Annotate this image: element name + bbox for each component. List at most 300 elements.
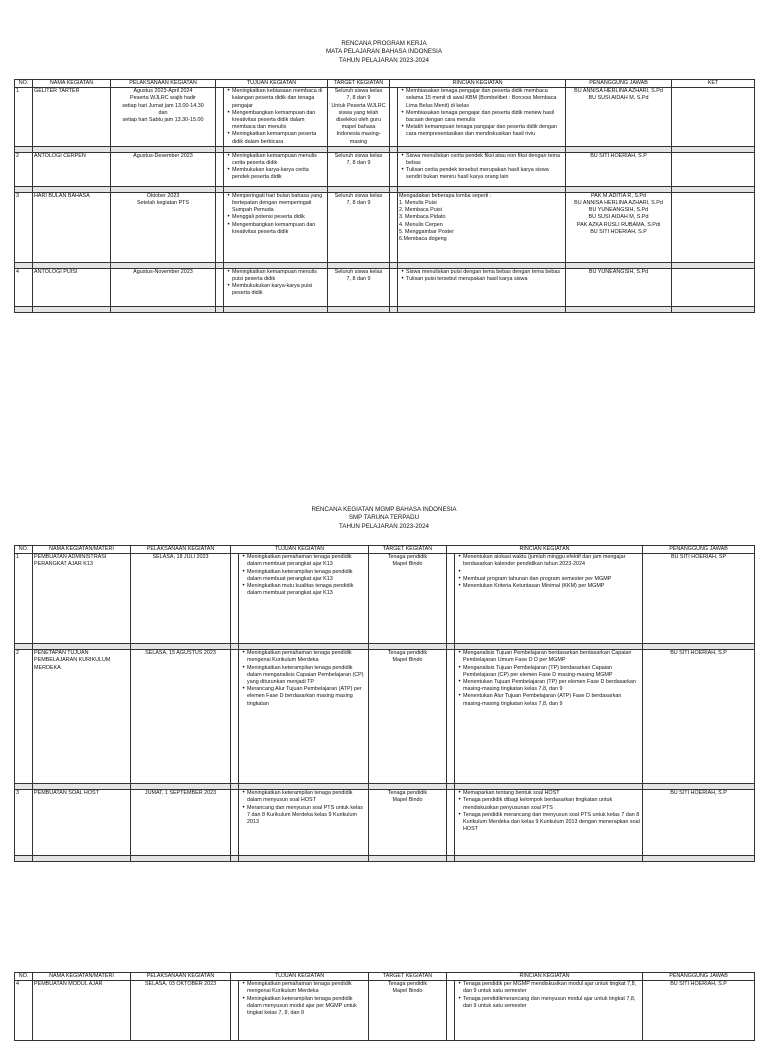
bullet-column: [447, 554, 455, 644]
ket-cell: [672, 268, 755, 306]
bullet-dot-icon: •: [458, 995, 461, 1002]
cell-line: BU ANNISA HERLINA AZHARI, S.Pd: [574, 88, 663, 95]
bullet-item: [225, 167, 326, 181]
bullet-item: [240, 569, 367, 583]
table-header-row: [15, 546, 755, 554]
cell: SELASA, 18 JULI 2023: [131, 554, 231, 644]
bullet-text: Membiasakan tenaga pengajar dan peserta didik membaca selama 15 menit di awal KBM (Bombelibet : Borcess Membaca Lima Belas Menit) di kelas: [406, 88, 557, 109]
cell-line: Untuk Peserta WJLRC: [331, 102, 386, 109]
bullet-item: [399, 153, 564, 167]
bullet-list: [455, 554, 643, 644]
spacer-cell: [328, 306, 390, 312]
col-header: PELAKSANAAN KEGIATAN: [111, 80, 216, 88]
cell: [398, 192, 566, 262]
bullet-text: Meningkatkan pemahaman tenaga pendidik mengenai Kurikulum Merdeka: [247, 981, 352, 995]
col-header: TUJUAN KEGIATAN: [216, 80, 328, 88]
bullet-item: [240, 665, 367, 687]
bullet-item: [225, 193, 326, 215]
cell-line: 2. Membaca Puisi: [399, 207, 442, 214]
bullet-dot-icon: •: [242, 583, 245, 590]
bullet-text: Menggali potensi peserta didik: [232, 214, 305, 221]
bullet-text: Menentukan alokasi waktu (jumlah minggu efektif dan jam mengajar berdasarkan kalender pendidikan tahun 2023-2024: [463, 554, 626, 568]
table-row: [15, 268, 755, 306]
cell-line: Tenaga pendidik: [387, 790, 428, 797]
cell-line: PAK M.ADITIA R, S.Pd: [590, 192, 647, 199]
col-header: NAMA KEGIATAN: [33, 80, 111, 88]
doc1-title: [0, 40, 768, 65]
bullet-dot-icon: •: [227, 221, 230, 228]
cell-line: setiap hari Sabtu jam 13.30-15.00: [122, 117, 204, 124]
spacer-cell: [15, 306, 33, 312]
cell: BU SITI HOERIAH, SP: [643, 554, 755, 644]
table-row: [15, 650, 755, 784]
cell-line: BU SUSI AIDAH M, S.Pd: [588, 214, 649, 221]
bullet-text: Memperingati hari bulan bahasa yang bertepatan dengan memperingati Sumpah Pemuda: [232, 192, 323, 214]
bullet-column: [447, 981, 455, 1041]
bullet-item: [399, 167, 564, 181]
bullet-text: Meningkatkan kemampuan menulis puisi peserta didik: [232, 268, 317, 283]
cell-line: dan: [158, 109, 168, 116]
spacer-cell: [369, 856, 447, 862]
bullet-item: [456, 679, 641, 693]
cell: BU SITI HOERIAH, S.P: [643, 650, 755, 784]
cell: ANTOLOGI CERPEN: [33, 152, 111, 186]
bullet-list: [239, 650, 369, 784]
cell: 3: [15, 192, 33, 262]
bullet-dot-icon: •: [227, 192, 230, 199]
bullet-list: [398, 268, 566, 306]
bullet-item: [399, 269, 564, 276]
bullet-item: [225, 110, 326, 132]
doc1-title-line: RENCANA PROGRAM KERJA: [341, 40, 427, 47]
doc1-title-line: TAHUN PELAJARAN 2023-2024: [339, 56, 429, 64]
bullet-text: Mengembangkan kemampuan dan kreativitas peserta didik: [232, 221, 316, 235]
bullet-dot-icon: •: [242, 981, 245, 988]
cell: SELASA, 15 AGUSTUS 2023: [131, 650, 231, 784]
cell: 2: [15, 152, 33, 186]
bullet-text: Menganalisis Tujuan Pembelajaran berdasarkan berdasarkan Capaian Pembelajaran Umum Fase D D per MGMP: [463, 650, 632, 664]
col-header: PENANGGUNG JAWAB: [643, 973, 755, 981]
cell-line: PEMBUATAN SOAL HOST: [34, 790, 99, 797]
cell: [111, 192, 216, 262]
spacer-cell: [566, 306, 672, 312]
table-row: [15, 981, 755, 1041]
bullet-item: [456, 996, 641, 1010]
bullet-list: [224, 88, 328, 147]
col-header: PELAKSANAAN KEGIATAN: [131, 546, 231, 554]
cell-line: BU ANNISA HERLINA AZHARI, S.Pd: [574, 200, 663, 207]
col-header: TUJUAN KEGIATAN: [231, 973, 369, 981]
spacer-cell: [224, 306, 328, 312]
col-header: NAMA KEGIATAN/MATERI: [33, 546, 131, 554]
bullet-dot-icon: •: [401, 268, 404, 275]
bullet-text: Menentukan Kriteria Ketuntasan Minimal (KKM) per MGMP: [463, 583, 605, 590]
bullet-item: [456, 665, 641, 679]
cell: [369, 554, 447, 644]
bullet-dot-icon: •: [458, 679, 461, 686]
cell-line: BU SITI HOERIAH, S.P: [590, 228, 647, 235]
cell: 4: [15, 268, 33, 306]
bullet-dot-icon: •: [401, 276, 404, 283]
bullet-text: Tenaga pendidik per MGMP mendiskusikan modul ajar untuk tingkat 7,8, dan 9 untuk satu semester: [463, 981, 637, 995]
bullet-text: Meningkatkan keterampilan tenaga pendidik dalam menganalisis Capaian Pembelajaran (CP) yang diturunkan menjadi TP: [247, 664, 364, 686]
bullet-item: [456, 576, 641, 583]
cell: PEMBUATAN MODUL AJAR: [33, 981, 131, 1041]
cell-line: PAK AZKA RUSLI RUBAMA, S.Pdi: [576, 221, 661, 228]
col-header: PENANGGUNG JAWAB: [566, 80, 672, 88]
bullet-list: [224, 192, 328, 262]
cell: SELASA, 03 OKTOBER 2023: [131, 981, 231, 1041]
cell: HARI BULAN BAHASA: [33, 192, 111, 262]
table-row: [15, 192, 755, 262]
bullet-dot-icon: •: [458, 583, 461, 590]
bullet-item: [240, 554, 367, 568]
bullet-dot-icon: •: [458, 568, 461, 575]
cell: [369, 650, 447, 784]
cell-line: diseleksi oleh guru: [336, 117, 381, 124]
bullet-item: [456, 569, 641, 576]
cell-line: Seluruh siswa kelas: [334, 152, 383, 159]
cell-line: Oktober 2023: [146, 192, 180, 199]
spacer-cell: [390, 306, 398, 312]
bullet-text: Merancang dan menyusun soal PTS untuk kelas 7 dan 8 Kurikulum Merdeka kelas 9 Kurikulum 2013: [247, 804, 363, 826]
cell-line: masing: [349, 138, 368, 145]
doc2-body: [15, 554, 755, 862]
bullet-item: [225, 131, 326, 145]
bullet-dot-icon: •: [401, 88, 404, 95]
ket-cell: [672, 88, 755, 147]
cell-line: 4. Menulis Cerpen: [399, 221, 443, 228]
bullet-text: Meningkatkan keterampilan tenaga pendidik dalam menyusun soal HOST: [247, 790, 353, 804]
bullet-dot-icon: •: [458, 554, 461, 561]
cell-line: Mapel Bindo: [392, 657, 423, 664]
bullet-text: Memaparkan tentang bentuk soal HOST: [463, 790, 560, 797]
cell-line: 3. Membaca Pidato: [399, 214, 446, 221]
bullet-text: Tulisan cerita pendek tersebut merupakan hasil karya siswa sendiri bukan meniru hasil karya orang lain: [406, 167, 549, 181]
cell: [369, 981, 447, 1041]
bullet-text: Meningkatkan kemampuan menulis cerita peserta didik: [232, 152, 317, 167]
bullet-text: Merancang Alur Tujuan Pembelajaran (ATP) per elemen Fase D berdasarkan masing masing tingkatan: [247, 686, 362, 707]
cell: [111, 152, 216, 186]
bullet-item: [225, 214, 326, 221]
spacer-cell: [398, 306, 566, 312]
bullet-list: [239, 981, 369, 1041]
cell-line: Tenaga pendidik: [387, 554, 428, 561]
cell: 1: [15, 554, 33, 644]
ket-cell: [672, 192, 755, 262]
bullet-item: [399, 110, 564, 124]
cell-line: Tenaga pendidik: [387, 650, 428, 657]
bullet-column: [390, 88, 398, 147]
cell-line: 7, 8 dan 9: [346, 160, 371, 167]
bullet-list: [239, 554, 369, 644]
col-header: RINCIAN KEGIATAN: [447, 973, 643, 981]
bullet-column: [231, 650, 239, 784]
cell-line: 5. Menggambar Poster: [399, 228, 454, 235]
cell-line: Mengadakan beberapa lomba seperti :: [399, 192, 492, 199]
spacer-cell: [111, 306, 216, 312]
doc2-title: [0, 506, 768, 531]
bullet-item: [456, 693, 641, 707]
col-header: TUJUAN KEGIATAN: [231, 546, 369, 554]
bullet-column: [447, 650, 455, 784]
spacer-cell: [131, 856, 231, 862]
doc1-title-line: MATA PELAJARAN BAHASA INDONESIA: [326, 48, 442, 56]
bullet-column: [390, 152, 398, 186]
bullet-column: [216, 152, 224, 186]
bullet-dot-icon: •: [458, 664, 461, 671]
bullet-text: Tenaga pendidik dibagi kelompok berdasarkan tingkatan untuk mendiskusikan penyusunan soal PTS: [463, 797, 613, 811]
col-header: TARGET KEGIATAN: [369, 546, 447, 554]
bullet-text: Meningkatkan keterampilan tenaga pendidik dalam membuat perangkat ajar K13: [247, 568, 353, 582]
bullet-text: Melatih kemampuan tenaga pangajar dan peserta didik dengan cara mempresentasikan dan mendiskusikan hasil riviu: [406, 124, 558, 138]
col-header: NO.: [15, 546, 33, 554]
col-header: TARGET KEGIATAN: [328, 80, 390, 88]
bullet-dot-icon: •: [227, 152, 230, 159]
bullet-item: [240, 981, 367, 995]
bullet-list: [224, 152, 328, 186]
bullet-list: [224, 268, 328, 306]
cell-line: BU SUSI AIDAH M, S.Pd: [588, 95, 649, 102]
cell-line: Agustus-November 2023: [133, 268, 193, 275]
spacer-cell: [33, 306, 111, 312]
bullet-item: [456, 650, 641, 664]
col-header: NO.: [15, 973, 33, 981]
spacer-cell: [455, 856, 643, 862]
doc1-body: [15, 88, 755, 313]
bullet-text: Meningkatkan pemahaman tenaga pendidik dalam membuat perangkat ajar K13: [247, 554, 352, 568]
col-header: PENANGGUNG JAWAB: [643, 546, 755, 554]
cell-line: BU YUNEANGSIH, S.Pd: [588, 207, 649, 214]
col-header: PELAKSANAAN KEGIATAN: [131, 973, 231, 981]
col-header: RINCIAN KEGIATAN: [390, 80, 566, 88]
bullet-item: [399, 124, 564, 138]
bullet-text: Membiasakan tenaga pengajar dan peserta didik meriew hasil bacaan dengan cara menulis: [406, 109, 555, 124]
bullet-text: Membuat program tahunan dan program semester per MGMP: [463, 575, 612, 582]
bullet-item: [240, 996, 367, 1018]
table-row: [15, 554, 755, 644]
bullet-column: [447, 790, 455, 856]
bullet-item: [240, 790, 367, 804]
bullet-dot-icon: •: [227, 214, 230, 221]
spacer-cell: [231, 856, 239, 862]
cell-line: Agustus 2023-April 2024: [133, 88, 193, 95]
cell: GELITER TARTER: [33, 88, 111, 147]
bullet-text: Tulisan puisi tersebut merupakan hasil karya siswa: [406, 276, 528, 283]
cell: [111, 88, 216, 147]
bullet-list: [398, 152, 566, 186]
bullet-dot-icon: •: [227, 268, 230, 275]
bullet-item: [456, 583, 641, 590]
bullet-item: [225, 88, 326, 110]
bullet-text: Menentukan Tujuan Pembelajaran (TP) per elemen Fase D berdasarkan masing-masing tingkatan kelas 7,8, dan 9: [463, 679, 636, 693]
bullet-dot-icon: •: [242, 790, 245, 797]
table-header-row: [15, 80, 755, 88]
bullet-text: Meningkatkan kemampuan peserta didik dalam berbicara: [232, 131, 317, 145]
cell-line: BU YUNEANGSIH, S.Pd: [588, 268, 649, 275]
table-row: [15, 152, 755, 186]
spacer-cell: [15, 856, 33, 862]
cell-line: BU SITI HOERIAH, S.P: [590, 152, 647, 159]
bullet-dot-icon: •: [458, 693, 461, 700]
cell: [369, 790, 447, 856]
bullet-item: [240, 805, 367, 827]
bullet-list: [455, 650, 643, 784]
bullet-column: [231, 554, 239, 644]
spacer-row: [15, 306, 755, 312]
bullet-text: Membukukan karya-karya cerita pendek peserta didik: [232, 167, 309, 181]
cell-line: MERDEKA: [34, 664, 61, 671]
bullet-list: [455, 981, 643, 1041]
cell-line: Agustus-Desember 2023: [133, 152, 193, 159]
cell: [33, 554, 131, 644]
bullet-dot-icon: •: [401, 152, 404, 159]
bullet-item: [456, 790, 641, 797]
bullet-dot-icon: •: [242, 804, 245, 811]
spacer-cell: [447, 856, 455, 862]
cell: [566, 152, 672, 186]
bullet-text: Menganalisis Tujuan Pembelajaran (TP) berdasarkan Capaian Pembelajaran (CP) per elemen Fase D masing-masing MGMP: [463, 664, 613, 678]
bullet-item: [225, 269, 326, 283]
cell-line: 7, 8 dan 9: [346, 95, 371, 102]
cell-line: siswa yang telah: [338, 109, 379, 116]
col-header: TARGET KEGIATAN: [369, 973, 447, 981]
cell: 4: [15, 981, 33, 1041]
cell: BU SITI HOERIAH, S.P: [643, 981, 755, 1041]
cell: [328, 192, 390, 262]
bullet-column: [231, 790, 239, 856]
cell-line: mapel bahasa: [341, 124, 376, 131]
bullet-item: [240, 650, 367, 664]
bullet-list: [239, 790, 369, 856]
cell: [33, 790, 131, 856]
bullet-list: [455, 790, 643, 856]
bullet-dot-icon: •: [227, 131, 230, 138]
spacer-cell: [672, 306, 755, 312]
bullet-text: Meningkatkan keterampilan tenaga pendidik dalam menyusun modul ajar per MGMP untuk tingkat kelas 7, 8, dan 9: [247, 995, 357, 1017]
col-header: RINCIAN KEGIATAN: [447, 546, 643, 554]
bullet-dot-icon: •: [458, 981, 461, 988]
table-row: [15, 88, 755, 147]
bullet-dot-icon: •: [242, 686, 245, 693]
bullet-list: [398, 88, 566, 147]
cell-line: Tenaga pendidik: [387, 981, 428, 988]
cell-line: Mapel Bindo: [392, 797, 423, 804]
bullet-dot-icon: •: [458, 575, 461, 582]
spacer-cell: [216, 306, 224, 312]
cell: [566, 268, 672, 306]
bullet-text: Meningkatkan mutu kualitas tenaga pendidik dalam membuat perangkat ajar K13: [247, 583, 354, 597]
cell-line: Seluruh siswa kelas: [334, 268, 383, 275]
cell: [328, 152, 390, 186]
bullet-column: [216, 268, 224, 306]
bullet-text: Mengembangkan kemampuan dan kreativitas peserta didik dalam membaca dan menulis: [232, 109, 316, 131]
bullet-dot-icon: •: [242, 995, 245, 1002]
spacer-cell: [643, 856, 755, 862]
bullet-text: Tenaga pendidik merancang dan menyusun soal PTS untuk kelas 7 dan 8 Kurikulum Merdeka dan kelas 9 Kurikulum 2013 dengan menerapkan soal HOST: [463, 811, 640, 833]
cell-line: Mapel Bindo: [392, 988, 423, 995]
col-header: NO.: [15, 80, 33, 88]
cell-line: 7, 8 dan 9: [346, 276, 371, 283]
bullet-column: [390, 192, 398, 262]
bullet-dot-icon: •: [242, 568, 245, 575]
bullet-column: [390, 268, 398, 306]
bullet-text: Tenaga pendidikmerancang dan menyusun modul ajar untuk tingkat 7,8, dan 9 untuk satu semester: [463, 995, 636, 1009]
col-header: KET: [672, 80, 755, 88]
cell: [566, 88, 672, 147]
bullet-text: Membukukukan karya-karya puisi peserta didik: [232, 283, 313, 297]
bullet-item: [225, 283, 326, 297]
bullet-item: [225, 222, 326, 236]
cell-line: 1. Menulis Puisi: [399, 200, 437, 207]
bullet-item: [399, 276, 564, 283]
bullet-dot-icon: •: [227, 109, 230, 116]
spacer-cell: [239, 856, 369, 862]
cell: 2: [15, 650, 33, 784]
bullet-dot-icon: •: [458, 811, 461, 818]
ket-cell: [672, 152, 755, 186]
table-header-row: [15, 973, 755, 981]
bullet-dot-icon: •: [401, 167, 404, 174]
cell-line: PEMBUATAN ADMINISTRASI: [34, 554, 107, 561]
bullet-dot-icon: •: [242, 664, 245, 671]
cell: ANTOLOGI PUISI: [33, 268, 111, 306]
bullet-column: [231, 981, 239, 1041]
cell: [33, 650, 131, 784]
cell-line: PENETAPAN TUJUAN: [34, 650, 89, 657]
cell-line: PEMBELAJARAN KURIKULUM: [34, 657, 111, 664]
cell-line: setiap hari Jumat jam 13.00-14.30: [122, 102, 204, 109]
cell: [328, 268, 390, 306]
bullet-dot-icon: •: [242, 554, 245, 561]
bullet-text: Siswa menuliskan puisi dengan tema bebas dengan tema bebas: [406, 268, 561, 275]
doc2-title-line: RENCANA KEGIATAN MGMP BAHASA INDONESIA: [311, 506, 457, 513]
mgmp-table-continued: [14, 972, 755, 1041]
bullet-item: [225, 153, 326, 167]
bullet-dot-icon: •: [401, 109, 404, 116]
spacer-cell: [33, 856, 131, 862]
cell-line: Peserta WJLRC wajib hadir: [130, 95, 196, 102]
cell: BU SITI HOERIAH, S.P: [643, 790, 755, 856]
spacer-row: [15, 856, 755, 862]
bullet-item: [456, 554, 641, 568]
bullet-text: Siswa menuliskan cerita pendek fiksi atau non fiksi dengan tema bebas: [406, 152, 561, 167]
bullet-item: [240, 583, 367, 597]
bullet-dot-icon: •: [401, 124, 404, 131]
bullet-item: [399, 88, 564, 110]
doc3-body: [15, 981, 755, 1041]
bullet-item: [456, 797, 641, 811]
bullet-column: [216, 88, 224, 147]
bullet-dot-icon: •: [458, 790, 461, 797]
cell-line: Indonesia masing-: [336, 131, 381, 138]
col-header: NAMA KEGIATAN/MATERI: [33, 973, 131, 981]
bullet-item: [456, 981, 641, 995]
bullet-dot-icon: •: [227, 88, 230, 95]
bullet-dot-icon: •: [458, 797, 461, 804]
bullet-item: [240, 686, 367, 708]
cell-line: Seluruh siswa kelas: [334, 88, 383, 95]
cell-line: Mapel Bindo: [392, 561, 423, 568]
bullet-dot-icon: •: [458, 650, 461, 657]
bullet-dot-icon: •: [227, 283, 230, 290]
cell: JUMAT, 1 SEPTEMBER 2023: [131, 790, 231, 856]
bullet-item: [456, 812, 641, 834]
cell-line: 7, 8 dan 9: [346, 200, 371, 207]
table-row: [15, 790, 755, 856]
bullet-dot-icon: •: [242, 650, 245, 657]
mgmp-table: [14, 545, 755, 862]
